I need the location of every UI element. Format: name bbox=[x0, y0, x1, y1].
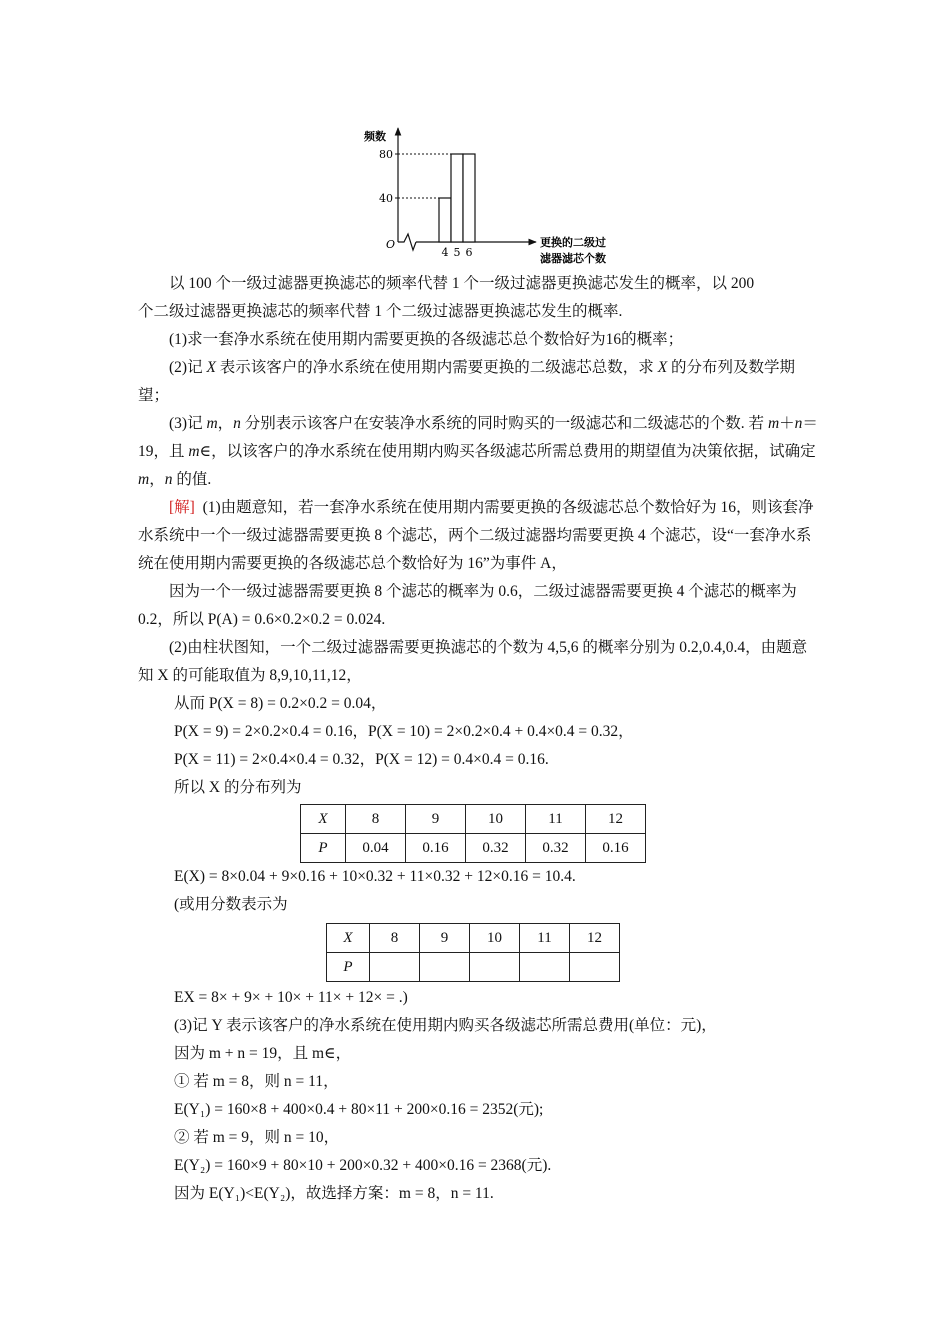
table-cell: 8 bbox=[370, 924, 420, 953]
bar-4 bbox=[439, 198, 451, 242]
bar-5 bbox=[451, 154, 463, 242]
table-cell bbox=[520, 953, 570, 982]
table-row bbox=[327, 953, 620, 982]
x-axis-label-line1: 更换的二级过 bbox=[540, 236, 606, 249]
y-tick-label-0: 80 bbox=[379, 148, 393, 161]
table-cell: 10 bbox=[466, 805, 526, 834]
solution-p4: 从而 P(X = 8) = 0.2×0.2 = 0.04， bbox=[174, 695, 387, 712]
table-cell: 0.16 bbox=[586, 834, 646, 863]
table-cell bbox=[470, 953, 520, 982]
origin-label: O bbox=[386, 238, 396, 251]
solution-p2: 因为一个一级过滤器需要更换 8 个滤芯的概率为 0.6，二级过滤器需要更换 4 个滤芯的概率为 0.2，所以 P(A) = 0.6×0.2×0.2 = 0.024. bbox=[138, 583, 797, 628]
part3-p2: 因为 m + n = 19，且 m∈， bbox=[174, 1045, 352, 1062]
x-axis-break bbox=[398, 234, 416, 250]
table-row bbox=[301, 805, 646, 834]
question-2: (2)记 X 表示该客户的净水系统在使用期内需要更换的二级滤芯总数，求 X 的分布列及数学期望； bbox=[138, 359, 796, 404]
x-tick-label-4: 4 bbox=[441, 246, 449, 259]
table-cell bbox=[570, 953, 620, 982]
table-cell: 0.16 bbox=[406, 834, 466, 863]
alt-intro: (或用分数表示为 bbox=[174, 896, 288, 913]
table-header-x: X bbox=[301, 805, 346, 834]
part3-p5: ② 若 m = 9，则 n = 10， bbox=[174, 1129, 340, 1146]
table-cell: 11 bbox=[520, 924, 570, 953]
table-row bbox=[327, 924, 620, 953]
table-cell: 0.04 bbox=[346, 834, 406, 863]
table-cell: 10 bbox=[470, 924, 520, 953]
distribution-table bbox=[300, 804, 646, 863]
table-header-x: X bbox=[327, 924, 370, 953]
table-cell: 12 bbox=[586, 805, 646, 834]
intro-line1: 以 100 个一级过滤器更换滤芯的频率代替 1 个一级过滤器更换滤芯发生的概率，以 200 bbox=[169, 275, 755, 292]
table-cell: 9 bbox=[420, 924, 470, 953]
table-row bbox=[301, 834, 646, 863]
solution-p6: P(X = 11) = 2×0.4×0.4 = 0.32，P(X = 12) = 0.4×0.4 = 0.16. bbox=[174, 751, 549, 768]
table-cell bbox=[420, 953, 470, 982]
part3-p6: E(Y₂) = 160×9 + 80×10 + 200×0.32 + 400×0.16 = 2368(元). bbox=[174, 1157, 552, 1174]
table-cell: 0.32 bbox=[466, 834, 526, 863]
table-cell bbox=[370, 953, 420, 982]
solution-part2: (2)由柱状图知，一个二级过滤器需要更换滤芯的个数为 4,5,6 的概率分别为 0.2,0.4,0.4，由题意知 X 的可能取值为 8,9,10,11,12， bbox=[138, 639, 808, 684]
x-axis-label-line2: 滤器滤芯个数 bbox=[540, 252, 606, 265]
document-body bbox=[138, 270, 818, 1208]
question-3: (3)记 m，n 分别表示该客户在安装净水系统的同时购买的一级滤芯和二级滤芯的个数. 若 m＋n＝19，且 m∈，以该客户的净水系统在使用期内购买各级滤芯所需总费用的期望值为决策依据，试确定 m，n 的值. bbox=[138, 415, 818, 488]
table-cell: 9 bbox=[406, 805, 466, 834]
table-header-p: P bbox=[327, 953, 370, 982]
part3-p3: ① 若 m = 8，则 n = 11， bbox=[174, 1073, 339, 1090]
y-tick-label-1: 40 bbox=[379, 192, 393, 205]
expectation-2: EX = 8× + 9× + 10× + 11× + 12× = .) bbox=[174, 989, 408, 1006]
table-header-p: P bbox=[301, 834, 346, 863]
table-cell: 8 bbox=[346, 805, 406, 834]
expectation-1: E(X) = 8×0.04 + 9×0.16 + 10×0.32 + 11×0.32 + 12×0.16 = 10.4. bbox=[174, 868, 576, 885]
table-cell: 12 bbox=[570, 924, 620, 953]
x-tick-label-6: 6 bbox=[465, 246, 473, 259]
intro-line2: 个二级过滤器更换滤芯的频率代替 1 个二级过滤器更换滤芯发生的概率. bbox=[138, 303, 623, 320]
solution-p7: 所以 X 的分布列为 bbox=[174, 779, 302, 796]
y-axis-label: 频数 bbox=[364, 130, 386, 143]
fraction-table bbox=[326, 923, 620, 982]
solution-p5: P(X = 9) = 2×0.2×0.4 = 0.16，P(X = 10) = 2×0.2×0.4 + 0.4×0.4 = 0.32， bbox=[174, 723, 634, 740]
solution-tag: [解] bbox=[169, 499, 195, 516]
x-tick-label-5: 5 bbox=[453, 246, 461, 259]
table-cell: 0.32 bbox=[526, 834, 586, 863]
solution-part1: [解] (1)由题意知，若一套净水系统在使用期内需要更换的各级滤芯总个数恰好为 16，则该套净水系统中一个一级过滤器需要更换 8 个滤芯，两个二级过滤器均需要更换 4 个滤芯，设“一套净水系统在使用期内需要更换的各级滤芯总个数恰好为 16”为事件 A， bbox=[138, 499, 814, 572]
part3-p1: (3)记 Y 表示该客户的净水系统在使用期内购买各级滤芯所需总费用(单位：元)， bbox=[174, 1017, 717, 1034]
bar-6 bbox=[463, 154, 475, 242]
histogram-chart bbox=[350, 118, 650, 268]
part3-p7: 因为 E(Y₁)<E(Y₂)，故选择方案：m = 8，n = 11. bbox=[174, 1185, 494, 1202]
table-cell: 11 bbox=[526, 805, 586, 834]
question-1: (1)求一套净水系统在使用期内需要更换的各级滤芯总个数恰好为16的概率； bbox=[169, 331, 684, 348]
part3-p4: E(Y₁) = 160×8 + 400×0.4 + 80×11 + 200×0.16 = 2352(元); bbox=[174, 1101, 544, 1118]
